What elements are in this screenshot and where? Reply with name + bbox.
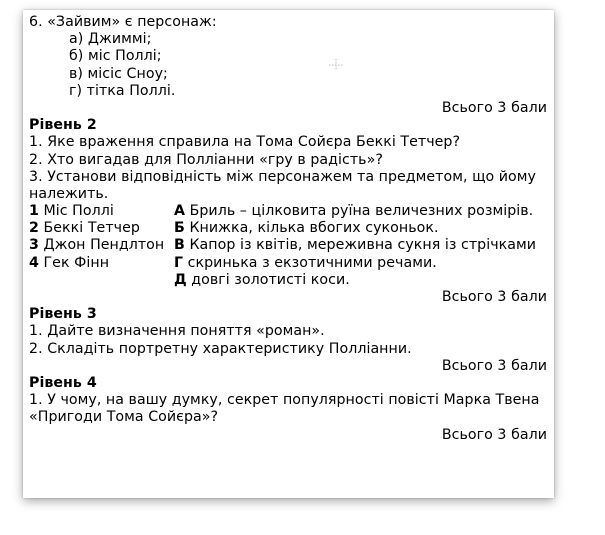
level-4-question-1-continued: «Пригоди Тома Сойєра»? [29,409,219,426]
page-content [29,14,549,444]
match-letter: Д [174,271,187,288]
document-page [23,10,554,498]
score-line: Всього 3 бали [441,289,547,305]
match-character-empty [29,272,174,289]
match-item [174,220,549,237]
match-row [29,203,549,220]
level-2-question-3-continued: належить. [29,185,109,202]
level-2-question-2: 2. Хто вигадав для Полліанни «гру в радість»? [29,151,383,168]
match-row [29,220,549,237]
level-2-heading: Рівень 2 [29,117,97,134]
match-item-text: Книжка, кілька вбогих суконьок. [189,220,439,237]
score-line: Всього 3 бали [441,357,547,374]
match-number: 3 [29,237,39,254]
level-2-question-1: 1. Яке враження справила на Тома Сойєра Беккі Тетчер? [29,134,461,151]
match-letter: А [174,203,186,220]
score-line: Всього 3 бали [441,99,547,116]
match-number: 2 [29,220,39,237]
question-6-option-a: а) Джиммі; [69,31,152,48]
match-character [29,255,174,272]
level-3-question-1: 1. Дайте визначення поняття «роман». [29,323,325,340]
match-item [174,255,549,272]
match-letter: Г [174,254,184,271]
match-row [29,272,549,289]
match-item [174,272,549,289]
match-item-text: Бриль – цілковита руїна величезних розмірів. [189,203,534,220]
score-line: Всього 3 бали [441,426,547,443]
question-6-option-c: в) місіс Сноу; [69,65,168,82]
match-character-name: Гек Фінн [43,254,110,271]
match-item [174,203,549,220]
match-item-text: довгі золотисті коси. [191,271,350,288]
level-3-heading: Рівень 3 [29,306,97,323]
level-4-question-1: 1. У чому, на вашу думку, секрет популярності повісті Марка Твена [29,392,540,409]
match-letter: В [174,237,185,254]
match-letter: Б [174,220,185,237]
match-row [29,237,549,254]
level-4-heading: Рівень 4 [29,374,97,391]
question-6-option-d: г) тітка Поллі. [69,82,176,99]
level-3-question-2: 2. Складіть портретну характеристику Полліанни. [29,340,412,357]
match-character-name: Міс Поллі [43,203,114,220]
match-character [29,237,174,254]
match-row [29,255,549,272]
match-character [29,220,174,237]
cursor-crosshair-icon [328,58,344,72]
match-character-name: Беккі Тетчер [43,220,140,237]
match-number: 4 [29,254,39,271]
match-item-text: Капор із квітів, мереживна сукня із стрічками [189,237,537,254]
match-character-name: Джон Пендлтон [43,237,165,254]
question-6-option-b: б) міс Поллі; [69,48,162,65]
match-item-text: скринька з екзотичними речами. [187,254,437,271]
level-2-question-3: 3. Установи відповідність між персонажем та предметом, що йому [29,168,536,185]
match-number: 1 [29,203,39,220]
match-item [174,237,549,254]
question-6-title: 6. «Зайвим» є персонаж: [29,14,217,30]
match-character [29,203,174,220]
